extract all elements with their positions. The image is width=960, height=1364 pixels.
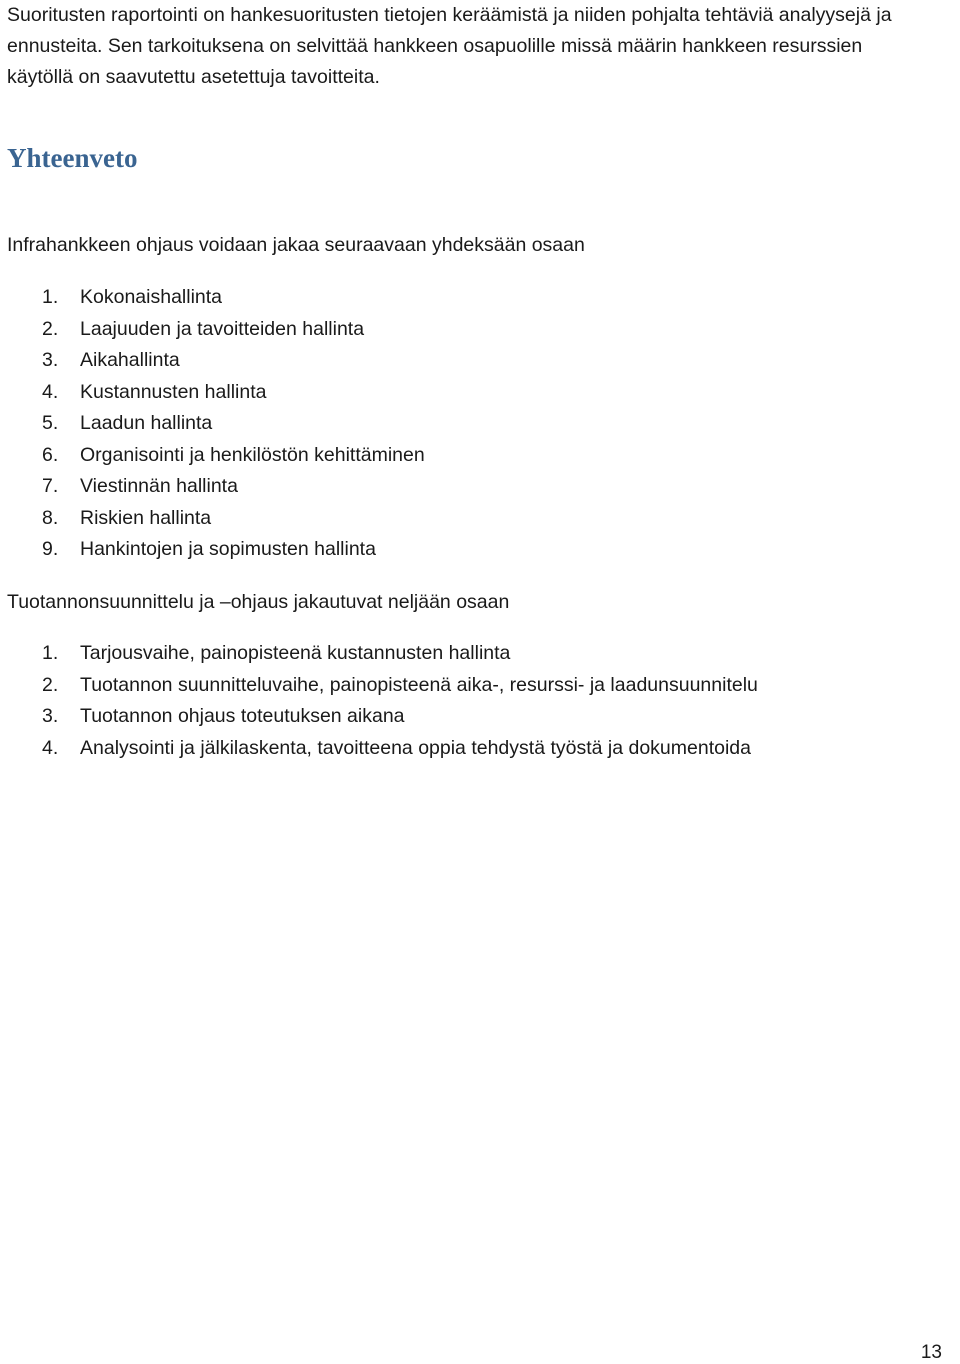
intro-line: käytöllä on saavutettu asetettuja tavoitteita. — [7, 66, 380, 88]
list-item-text: Kustannusten hallinta — [80, 380, 267, 403]
tuotanto-paragraph: Tuotannonsuunnittelu ja –ohjaus jakautuvat neljään osaan — [7, 591, 510, 613]
intro-line: ennusteita. Sen tarkoituksena on selvittää hankkeen osapuolille missä määrin hankkeen resurssien — [7, 35, 863, 57]
list-item-text: Kokonaishallinta — [80, 286, 223, 308]
ohjaus-paragraph: Infrahankkeen ohjaus voidaan jakaa seuraavaan yhdeksään osaan — [7, 234, 585, 256]
list-item-text: Analysointi ja jälkilaskenta, tavoitteena oppia tehdystä työstä ja dokumentoida — [80, 736, 751, 759]
list-item-text: Tuotannon suunnitteluvaihe, painopisteenä aika-, resurssi- ja laadunsuunnitelu — [80, 673, 758, 696]
list-item-number: 2. — [42, 673, 59, 696]
list-item-number: 1. — [42, 286, 59, 308]
intro-paragraph — [7, 0, 957, 93]
list-item-number: 1. — [42, 642, 59, 664]
list-item-number: 3. — [42, 349, 59, 371]
list-item-number: 2. — [42, 317, 59, 340]
list-item-number: 3. — [42, 705, 59, 727]
list-item-number: 6. — [42, 443, 59, 466]
list-item-text: Tarjousvaihe, painopisteenä kustannusten hallinta — [80, 642, 511, 664]
list-item-text: Organisointi ja henkilöstön kehittäminen — [80, 443, 425, 466]
list-item-number: 5. — [42, 412, 59, 434]
list-item-text: Laajuuden ja tavoitteiden hallinta — [80, 317, 365, 340]
list-item-text: Laadun hallinta — [80, 412, 213, 434]
list-item-number: 4. — [42, 380, 59, 403]
list-item-text: Viestinnän hallinta — [80, 475, 238, 497]
page-number: 13 — [920, 1342, 942, 1363]
list-item-text: Riskien hallinta — [80, 506, 212, 529]
list-item-number: 7. — [42, 475, 59, 497]
list-item-text: Aikahallinta — [80, 349, 180, 371]
intro-line: Suoritusten raportointi on hankesuoritusten tietojen keräämistä ja niiden pohjalta tehtäviä analyysejä ja — [7, 4, 892, 26]
list-item-text: Tuotannon ohjaus toteutuksen aikana — [80, 705, 405, 727]
list-item-number: 9. — [42, 538, 59, 560]
list-item-text: Hankintojen ja sopimusten hallinta — [80, 538, 376, 560]
list-item-number: 4. — [42, 736, 59, 759]
list-item-number: 8. — [42, 506, 59, 529]
section-heading: Yhteenveto — [7, 143, 138, 173]
